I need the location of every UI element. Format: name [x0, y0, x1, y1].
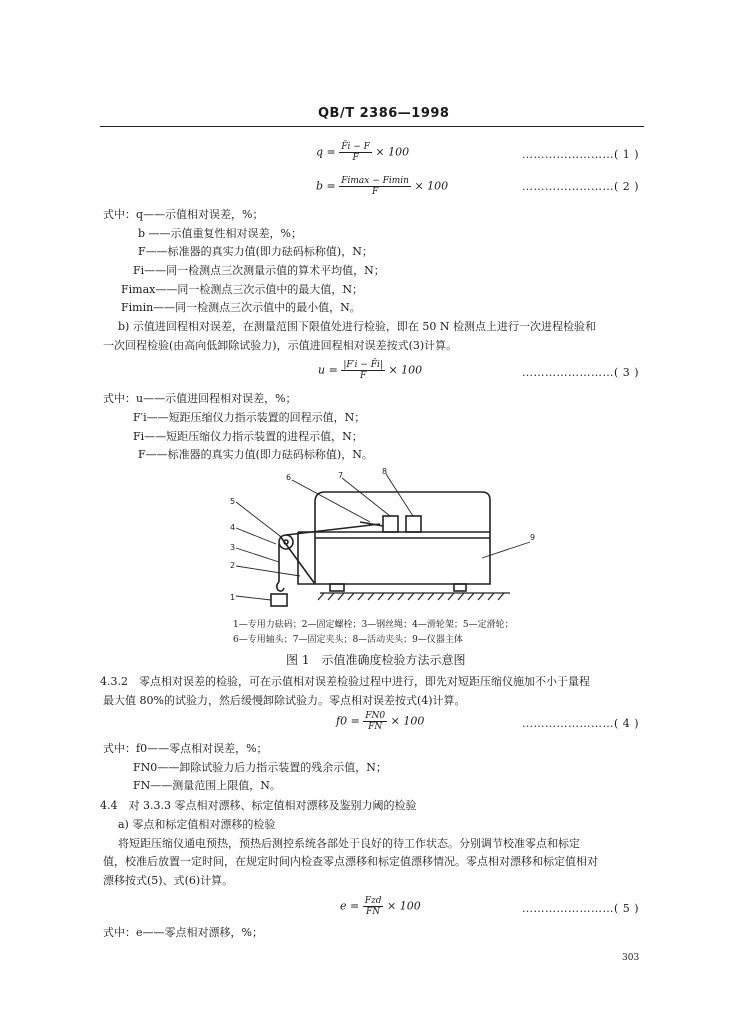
formula-2-rhs: × 100 — [414, 179, 449, 193]
formula-5-denominator: FN — [366, 907, 381, 917]
formula-4-number — [522, 717, 639, 730]
where-list-4-item: FN0——卸除试验力后力指示装置的残余示值，N； — [133, 761, 387, 774]
figure-label: 1 — [230, 593, 236, 602]
formula-3-numerator: |F′i − F̄i| — [343, 360, 383, 370]
movable-clamp — [406, 516, 421, 532]
formula-3-denominator: F — [360, 371, 367, 381]
formula-5-lhs: e = — [340, 899, 360, 913]
section-432-line: 4.3.2 零点相对误差的检验，可在示值相对误差检验过程中进行，即先对短距压缩仪施加不小于量程 — [100, 675, 590, 688]
where-list-1-item: 式中：q——示值相对误差，%； — [103, 208, 264, 221]
wire-rope — [286, 524, 380, 535]
formula-1-label: ( 1 ) — [614, 148, 640, 161]
formula-5-numerator: Fzd — [364, 896, 382, 906]
section-44-heading: 4.4 对 3.3.3 零点相对漂移、标定值相对漂移及鉴别力阈的检验 — [100, 799, 417, 812]
where-list-3-item: F——标准器的真实力值(即力砝码标称值)，N。 — [138, 448, 373, 461]
where-list-3-item: F′i——短距压缩仪力指示装置的回程示值，N； — [133, 411, 366, 424]
where-list-1-item: Fimax——同一检测点三次示值中的最大值，N； — [121, 283, 363, 296]
formula-3-number — [522, 366, 639, 379]
figure-label: 4 — [230, 523, 236, 532]
where-list-1-item: Fimin——同一检测点三次示值中的最小值，N。 — [121, 301, 361, 314]
instrument-foot — [330, 584, 344, 591]
where-list-4-item: 式中：f0——零点相对误差，%； — [103, 742, 268, 755]
section-44-line: 漂移按式(5)、式(6)计算。 — [103, 874, 234, 887]
header-rule — [100, 126, 644, 127]
where-list-5-item: 式中：e——零点相对漂移，%； — [103, 926, 263, 939]
figure-caption-line: 1—专用力砝码；2—固定螺栓；3—钢丝绳；4—滑轮架；5—定滑轮； — [233, 620, 514, 630]
formula-1-lhs: q = — [316, 145, 336, 159]
formula-1-denominator: F — [352, 153, 359, 163]
formula-2-denominator: F — [371, 187, 379, 197]
where-list-1-item: F——标准器的真实力值(即力砝码标称值)，N； — [138, 245, 373, 258]
formula-1-dots: …………………… — [522, 148, 614, 161]
formula-5 — [340, 896, 421, 917]
formula-3-dots: …………………… — [522, 366, 614, 379]
ground-hatching — [318, 593, 510, 600]
where-list-1-item: Fi——同一检测点三次测量示值的算术平均值，N； — [133, 264, 385, 277]
section-44-line: 将短距压缩仪通电预热，预热后测控系统各部处于良好的待工作状态。分别调节校准零点和标定 — [118, 837, 580, 850]
formula-2 — [316, 176, 448, 197]
formula-5-rhs: × 100 — [386, 899, 421, 913]
formula-2-label: ( 2 ) — [614, 180, 640, 193]
force-weight — [271, 594, 287, 606]
hook — [277, 582, 284, 591]
formula-5-label: ( 5 ) — [614, 902, 640, 915]
formula-4-label: ( 4 ) — [614, 717, 640, 730]
formula-2-number — [522, 180, 639, 193]
formula-1 — [316, 142, 409, 163]
figure-label: 2 — [230, 561, 236, 570]
formula-3-lhs: u = — [318, 363, 338, 377]
section-44-subheading: a) 零点和标定值相对漂移的检验 — [118, 818, 276, 831]
where-list-3-item: 式中：u——示值进回程相对误差，%； — [103, 392, 297, 405]
formula-4 — [336, 711, 424, 732]
formula-4-rhs: × 100 — [390, 714, 425, 728]
paragraph-b-line: 一次回程检验(由高向低卸除试验力)，示值进回程相对误差按式(3)计算。 — [103, 339, 458, 352]
formula-4-lhs: f0 = — [336, 714, 360, 728]
formula-3-label: ( 3 ) — [614, 366, 640, 379]
figure-caption-line: 6—专用轴头；7—固定夹头；8—活动夹头；9—仪器主体 — [233, 635, 463, 645]
formula-2-dots: …………………… — [522, 180, 614, 193]
figure-label: 6 — [286, 473, 292, 482]
fixed-pulley — [279, 535, 293, 549]
figure-label: 3 — [230, 543, 236, 552]
where-list-3-item: Fi——短距压缩仪力指示装置的进程示值，N； — [133, 430, 363, 443]
formula-2-lhs: b = — [316, 179, 336, 193]
formula-4-dots: …………………… — [522, 717, 614, 730]
formula-3 — [318, 360, 422, 381]
formula-4-numerator: FN0 — [365, 711, 386, 721]
paragraph-b-line: b) 示值进回程相对误差，在测量范围下限值处进行检验，即在 50 N 检测点上进行一次进程检验和 — [118, 320, 596, 333]
figure-label: 8 — [382, 467, 388, 476]
where-list-4-item: FN——测量范围上限值，N。 — [133, 779, 281, 792]
pulley-frame — [298, 532, 315, 584]
formula-5-number — [522, 902, 639, 915]
figure-label: 7 — [338, 471, 344, 480]
where-list-1-item: b ——示值重复性相对误差，%； — [138, 227, 302, 240]
section-44-line: 值，校准后放置一定时间，在规定时间内检查零点漂移和标定值漂移情况。零点相对漂移和标定值相对 — [103, 855, 598, 868]
page-number: 303 — [622, 953, 640, 963]
formula-3-rhs: × 100 — [388, 363, 423, 377]
figure-title: 图 1 示值准确度检验方法示意图 — [286, 653, 466, 667]
figure-label: 5 — [230, 497, 236, 506]
figure-1-diagram — [220, 466, 550, 616]
formula-4-denominator: FN — [368, 722, 383, 732]
formula-1-rhs: × 100 — [375, 145, 410, 159]
document-header: QB/T 2386—1998 — [318, 106, 450, 121]
formula-1-numerator: F̄i − F — [341, 142, 370, 152]
formula-5-dots: …………………… — [522, 902, 614, 915]
figure-label: 9 — [530, 533, 536, 542]
formula-2-numerator: Fimax − Fimin — [341, 176, 409, 186]
section-432-line: 最大值 80%的试验力，然后缓慢卸除试验力。零点相对误差按式(4)计算。 — [103, 694, 466, 707]
fixed-clamp — [383, 516, 398, 532]
formula-1-number — [522, 148, 639, 161]
